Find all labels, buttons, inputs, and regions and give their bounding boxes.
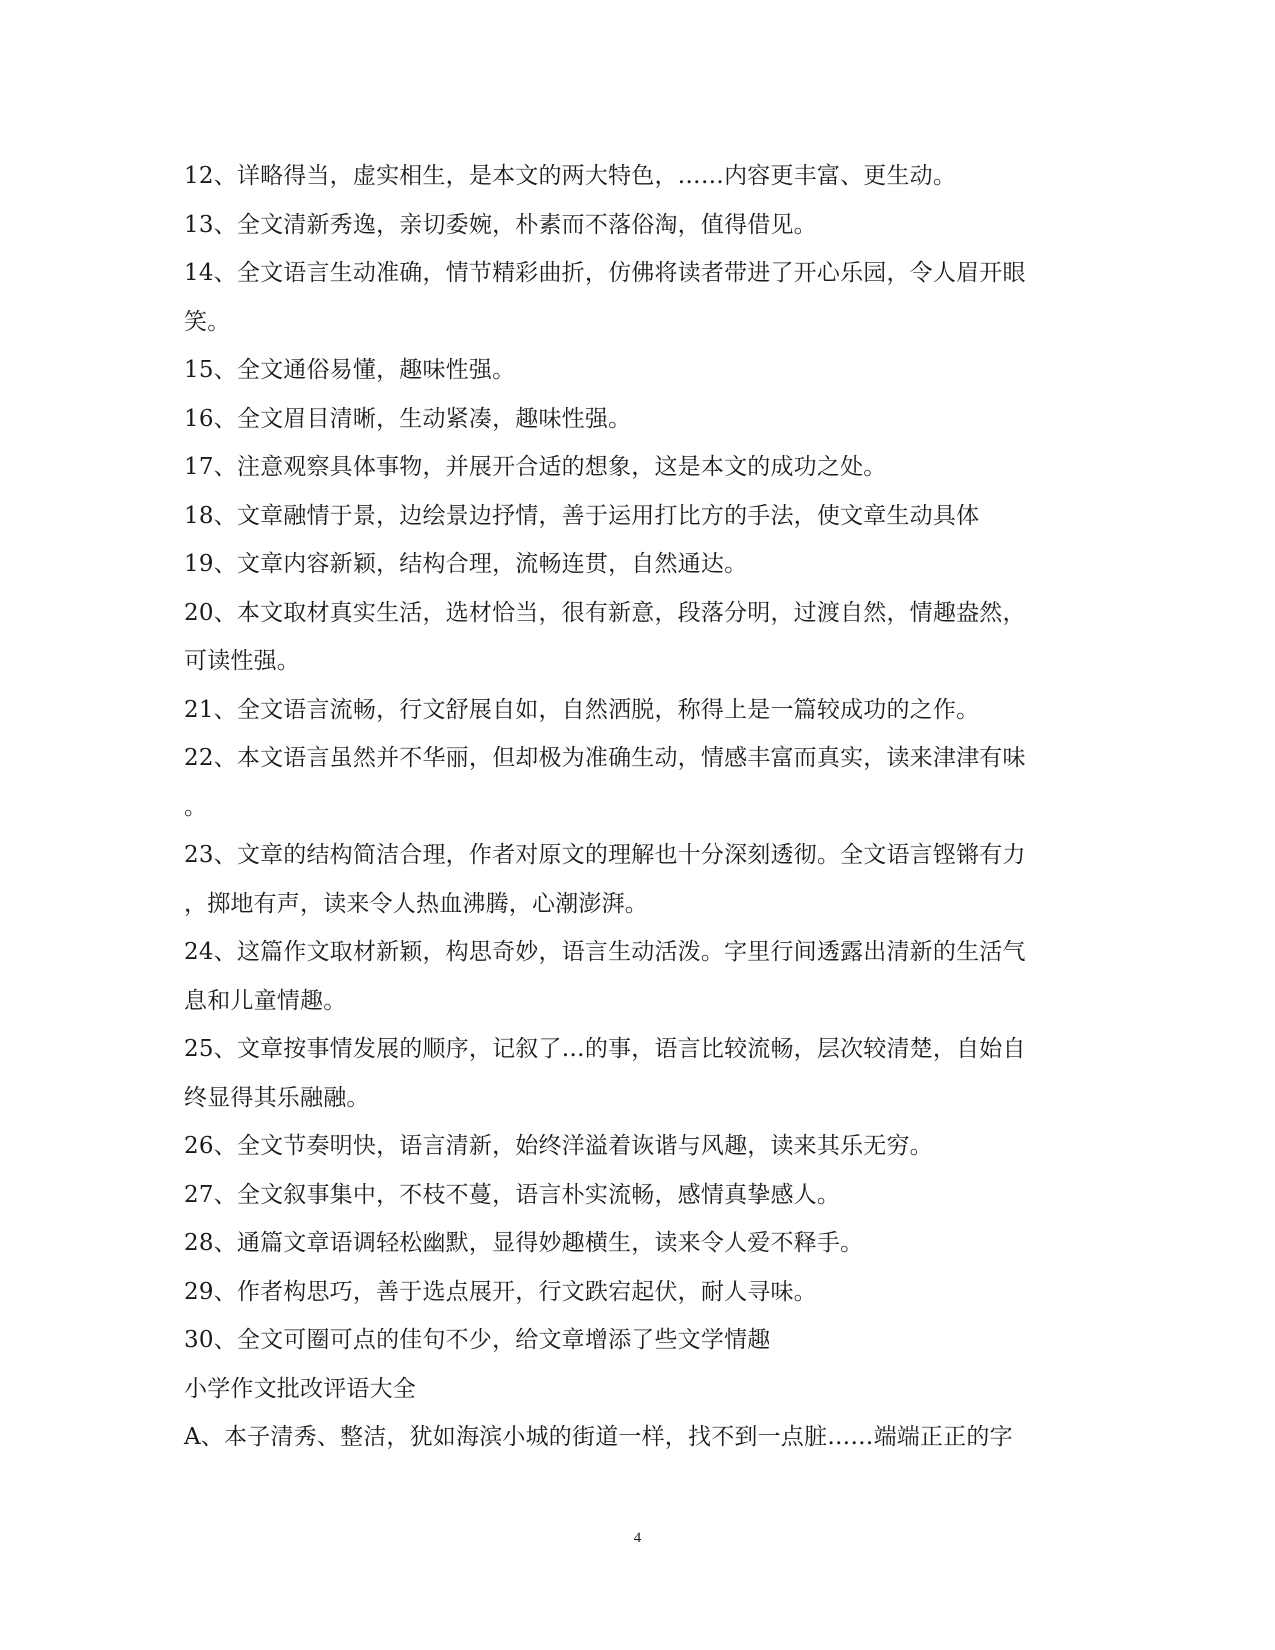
text-line: 25、文章按事情发展的顺序，记叙了…的事，语言比较流畅，层次较清楚，自始自 (184, 1036, 1026, 1062)
text-line: 13、全文清新秀逸，亲切委婉，朴素而不落俗淘，值得借见。 (184, 211, 817, 238)
text-line: 可读性强。 (184, 648, 300, 674)
text-line: 15、全文通俗易懂，趣味性强。 (184, 357, 516, 383)
text-line: A、本子清秀、整洁，犹如海滨小城的街道一样，找不到一点脏……端端正正的字 (184, 1424, 1013, 1450)
text-line: 23、文章的结构简洁合理，作者对原文的理解也十分深刻透彻。全文语言铿锵有力 (184, 842, 1026, 868)
text-line: 17、注意观察具体事物，并展开合适的想象，这是本文的成功之处。 (184, 454, 887, 480)
text-line: 14、全文语言生动准确，情节精彩曲折，仿佛将读者带进了开心乐园，令人眉开眼 (184, 260, 1026, 286)
text-line: 20、本文取材真实生活，选材恰当，很有新意，段落分明，过渡自然，情趣盎然， (184, 599, 1026, 626)
text-line: 28、通篇文章语调轻松幽默，显得妙趣横生，读来令人爱不释手。 (184, 1230, 864, 1256)
text-line: 终显得其乐融融。 (184, 1084, 370, 1111)
text-line: 息和儿童情趣。 (184, 987, 347, 1014)
text-line: 26、全文节奏明快，语言清新，始终洋溢着诙谐与风趣，读来其乐无穷。 (184, 1133, 933, 1159)
text-line: 12、详略得当，虚实相生，是本文的两大特色，……内容更丰富、更生动。 (184, 163, 957, 189)
text-line: 19、文章内容新颖，结构合理，流畅连贯，自然通达。 (184, 551, 748, 577)
text-line: 30、全文可圈可点的佳句不少，给文章增添了些文学情趣 (184, 1327, 771, 1353)
page-number: 4 (633, 1530, 642, 1546)
text-line: 22、本文语言虽然并不华丽，但却极为准确生动，情感丰富而真实，读来津津有味 (184, 745, 1026, 771)
text-line: 24、这篇作文取材新颖，构思奇妙，语言生动活泼。字里行间透露出清新的生活气 (184, 939, 1026, 965)
document-body (184, 152, 1104, 1462)
section-heading: 小学作文批改评语大全 (184, 1375, 416, 1402)
text-line: 。 (184, 793, 208, 820)
text-line: 27、全文叙事集中，不枝不蔓，语言朴实流畅，感情真挚感人。 (184, 1181, 841, 1208)
text-line: ，掷地有声，读来令人热血沸腾，心潮澎湃。 (184, 890, 648, 917)
text-line: 18、文章融情于景，边绘景边抒情，善于运用打比方的手法，使文章生动具体 (184, 502, 980, 529)
text-line: 16、全文眉目清晰，生动紧凑，趣味性强。 (184, 405, 632, 432)
text-line: 29、作者构思巧，善于选点展开，行文跌宕起伏，耐人寻味。 (184, 1278, 817, 1305)
text-line: 21、全文语言流畅，行文舒展自如，自然洒脱，称得上是一篇较成功的之作。 (184, 696, 980, 723)
text-line: 笑。 (184, 308, 231, 335)
